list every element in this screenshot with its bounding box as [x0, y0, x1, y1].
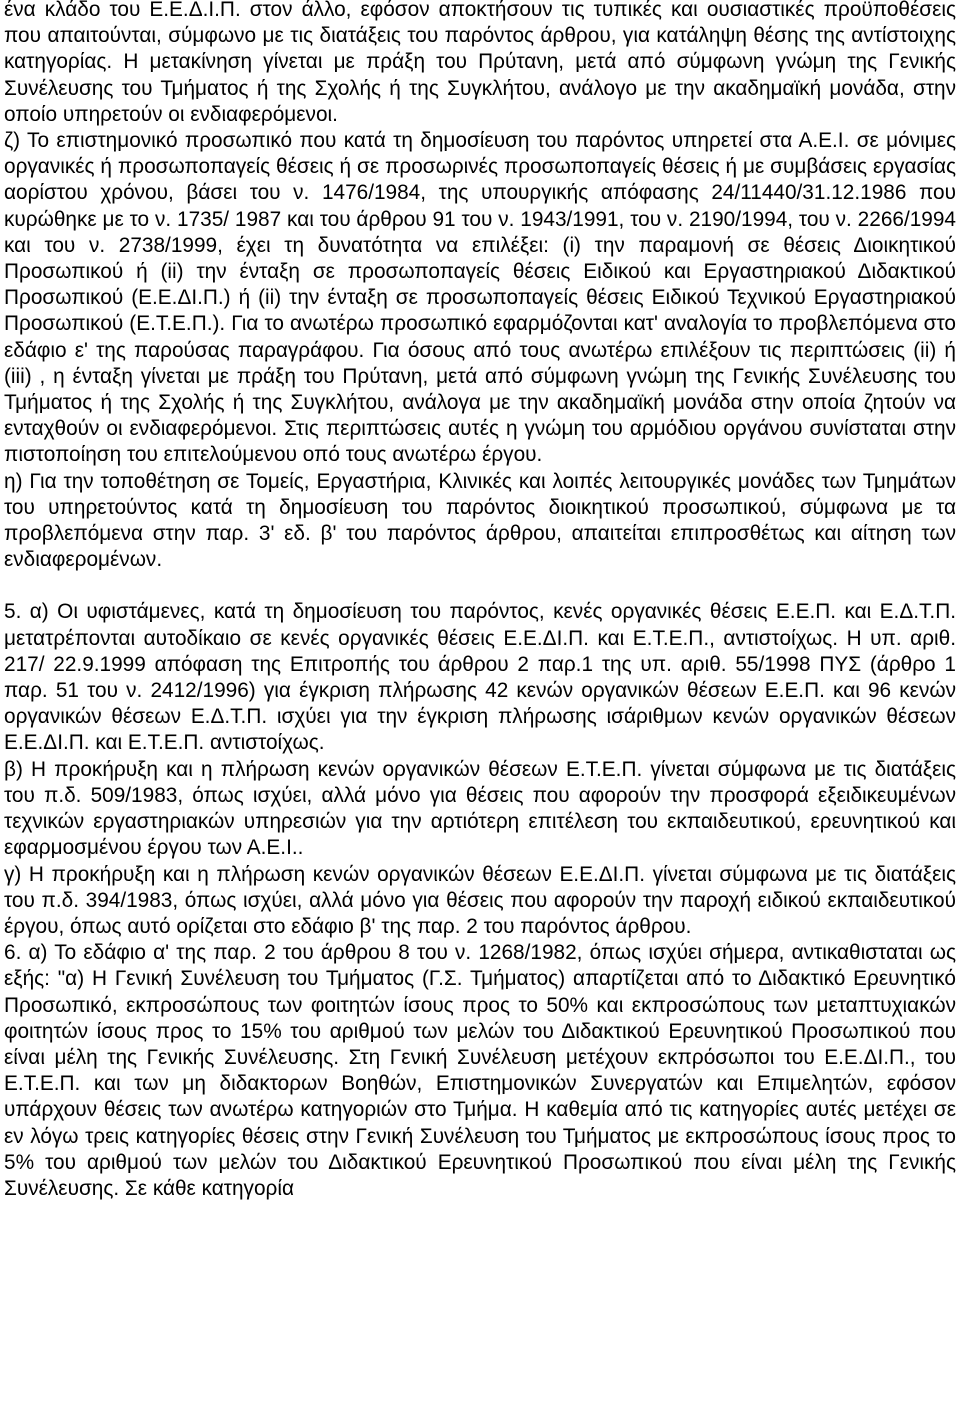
paragraph-zeta-scientific-staff: ζ) Το επιστημονικό προσωπικό που κατά τη δημοσίευση του παρόντος υπηρετεί στα Α.Ε.Ι. σε μόνιμες οργανικές ή προσωποπαγείς θέσεις ή σε προσωρινές προσωποπαγείς θέσεις ή με συμβάσεις εργασίας αορίστου χρόνου, βάσει του ν. 1476/1984, της υπουργικής απόφασης 24/11440/31.12.1986 που κυρώθηκε με το ν. 1735/ 1987 και του άρθρου 91 του ν. 1943/1991, του ν. 2190/1994, του ν. 2266/1994 και του ν. 2738/1999, έχει τη δυνατότητα να επιλέξει: (i) την παραμονή σε θέσεις Διοικητικού Προσωπικού ή (ii) την ένταξη σε προσωποπαγείς θέσεις Ειδικού και Εργαστηριακού Διδακτικού Προσωπικού (Ε.Ε.ΔΙ.Π.) ή (ii) την ένταξη σε προσωποπαγείς θέσεις Ειδικού Τεχνικού Εργαστηριακού Προσωπικού (Ε.Τ.Ε.Π.). Για το ανωτέρω προσωπικό εφαρμόζονται κατ' αναλογία το προβλεπόμενα στο εδάφιο ε' της παρούσας παραγράφου. Για όσους από τους ανωτέρω επιλέξουν τις περιπτώσεις (ii) ή (iii) , η ένταξη γίνεται με πράξη του Πρύτανη, μετά από σύμφωνη γνώμη της Γενικής Συνέλευσης του Τμήματος ή της Σχολής ή της Συγκλήτου, ανάλογα με την ακαδημαϊκή μονάδα στην οποία ζητούν να ενταχθούν οι ενδιαφερόμενοι. Στις περιπτώσεις αυτές η γνώμη του αρμόδιου οργάνου συνίσταται στην πιστοποίηση του επιτελούμενου οπό τους ανωτέρω έργου. — [4, 129, 956, 467]
paragraph-5b-etep-filling: β) Η προκήρυξη και η πλήρωση κενών οργανικών θέσεων Ε.Τ.Ε.Π. γίνεται σύμφωνα με τις διατάξεις του π.δ. 509/1983, όπως ισχύει, αλλά μόνο για θέσεις που αφορούν την προσφορά εξειδικευμένων τεχνικών εργαστηριακών υπηρεσιών για την αρτιότερη επιτέλεση του εκπαιδευτικού, ερευνητικού και εφαρμοσμένου έργου των Α.Ε.Ι.. — [4, 757, 956, 860]
paragraph-5a-vacant-positions: 5. α) Οι υφιστάμενες, κατά τη δημοσίευση του παρόντος, κενές οργανικές θέσεις Ε.Ε.Π. και Ε.Δ.Τ.Π. μετατρέπονται αυτοδίκαιο σε κενές οργανικές θέσεις Ε.Ε.ΔΙ.Π. και Ε.Τ.Ε.Π., αντιστοίχως. Η υπ. αριθ. 217/ 22.9.1999 απόφαση της Επιτροπής του άρθρου 2 παρ.1 της υπ. αριθ. 55/1998 ΠΥΣ (άρθρο 1 παρ. 51 του ν. 2412/1996) για έγκριση πλήρωσης 42 κενών οργανικών θέσεων Ε.Ε.Π. και 96 κενών οργανικών θέσεων Ε.Δ.Τ.Π. ισχύει για την έγκριση πλήρωσης ισάριθμων κενών οργανικών θέσεων Ε.Ε.ΔΙ.Π. και Ε.Τ.Ε.Π. αντιστοίχως. — [4, 600, 956, 755]
paragraph-6a-general-assembly: 6. α) Το εδάφιο α' της παρ. 2 του άρθρου 8 του ν. 1268/1982, όπως ισχύει σήμερα, αντικαθισταται ως εξής: "α) Η Γενική Συνέλευση του Τμήματος (Γ.Σ. Τμήματος) απαρτίζεται από το Διδακτικό Ερευνητικό Προσωπικό, εκπροσώπους των φοιτητών ίσους προς το 50% και εκπροσώπους των μεταπτυχιακών φοιτητών ίσους προς το 15% του αριθμού των μελών του Διδακτικού Ερευνητικού Προσωπικού που είναι μέλη της Γενικής Συνέλευσης. Στη Γενική Συνέλευση μετέχουν εκπρόσωποι του Ε.Ε.ΔΙ.Π., του Ε.Τ.Ε.Π. και των μη διδακτορων Βοηθών, Επιστημονικών Συνεργατών και Επιμελητών, εφόσον υπάρχουν θέσεις των ανωτέρω κατηγοριών στο Τμήμα. Η καθεμία από τις κατηγορίες αυτές μετέχει σε εν λόγω τρεις κατηγορίες θέσεις στην Γενική Συνέλευση του Τμήματος με εκπροσώπους ίσους προς το 5% του αριθμού των μελών του Διδακτικού Ερευνητικού Προσωπικού που είναι μέλη της Γενικής Συνέλευσης. Σε κάθε κατηγορία — [4, 941, 956, 1200]
paragraph-5c-eedip-filling: γ) Η προκήρυξη και η πλήρωση κενών οργανικών θέσεων Ε.Ε.ΔΙ.Π. γίνεται σύμφωνα με τις διατάξεις του π.δ. 394/1983, όπως ισχύει, αλλά μόνο για θέσεις που αφορούν την παροχή ειδικού εκπαιδευτικού έργου, όπως αυτό ορίζεται στο εδάφιο β' της παρ. 2 του παρόντος άρθρου. — [4, 862, 956, 938]
paragraph-eta-placement: η) Για την τοποθέτηση σε Τομείς, Εργαστήρια, Κλινικές και λοιπές λειτουργικές μονάδες των Τμημάτων του υπηρετούντος κατά τη δημοσίευση του παρόντος διοικητικού προσωπικού, σύμφωνα με τα προβλεπόμενα στην παρ. 3' εδ. β' του παρόντος άρθρου, απαιτείται επιπροσθέτως και αίτηση των ενδιαφερομένων. — [4, 469, 956, 572]
paragraph-spacer — [4, 573, 956, 599]
paragraph-transfer-continuation: ένα κλάδο του Ε.Ε.Δ.Ι.Π. στον άλλο, εφόσον αποκτήσουν τις τυπικές και ουσιαστικές προϋποθέσεις που απαιτούνται, σύμφωνο με τις διατάξεις του παρόντος άρθρου, για κατάληψη θέσης της αντίστοιχης κατηγορίας. Η μετακίνηση γίνεται με πράξη του Πρύτανη, μετά από σύμφωνη γνώμη της Γενικής Συνέλευσης του Τμήματος ή της Σχολής ή της Συγκλήτου, ανάλογο με την ακαδημαϊκή μονάδα, στην οποίο υπηρετούν οι ενδιαφερόμενοι. — [4, 0, 956, 126]
